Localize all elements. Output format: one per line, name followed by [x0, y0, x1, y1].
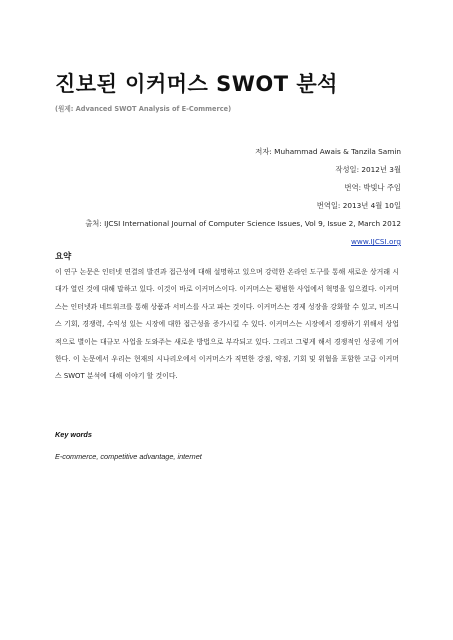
- authors-line: 저자: Muhammad Awais & Tanzila Samin: [255, 147, 401, 156]
- written-date-line: 작성일: 2012년 3월: [335, 165, 401, 174]
- metadata-block: [41, 143, 401, 251]
- journal-link[interactable]: www.IJCSI.org: [350, 237, 401, 246]
- keywords-list: E-commerce, competitive advantage, internet: [55, 452, 202, 461]
- translated-date-line: 번역일: 2013년 4월 10일: [316, 201, 401, 210]
- source-line: 출처: IJCSI International Journal of Computer Science Issues, Vol 9, Issue 2, March 2012: [85, 219, 401, 228]
- keywords-heading: Key words: [55, 430, 92, 439]
- page-title: 진보된 이커머스 SWOT 분석: [55, 72, 338, 96]
- original-title: (원제: Advanced SWOT Analysis of E-Commerce): [55, 105, 232, 113]
- abstract-body: 이 연구 논문은 인터넷 연결의 발견과 접근성에 대해 설명하고 있으며 강력한 온라인 도구를 통해 새로운 상거래 시대가 열린 것에 대해 말하고 있다. 이것이 바로 이커머스이다. 이커머스는 평범한 사업에서 혁명을 일으켰다. 이커머스는 인터넷과 네트워크를 통해 상품과 서비스를 사고 파는 것이다. 이커머스는 경제 성장을 강화할 수 있고, 비즈니스 기회, 경쟁력, 수익성 있는 시장에 대한 접근성을 증가시킬 수 있다. 이커머스는 시장에서 경쟁하기 위해서 상업적으로 별이는 대규모 사업을 도와주는 새로운 방법으로 부각되고 있다. 그리고 그렇게 해서 경쟁적인 성공에 기여한다. 이 논문에서 우리는 현재의 시나리오에서 이커머스가 직면한 강점, 약점, 기회 및 위협을 포함한 고급 이커머스 SWOT 분석에 대해 이야기 할 것이다.: [55, 268, 399, 381]
- abstract-heading: 요약: [55, 251, 72, 261]
- translator-line: 번역: 박빛나 주임: [344, 183, 401, 192]
